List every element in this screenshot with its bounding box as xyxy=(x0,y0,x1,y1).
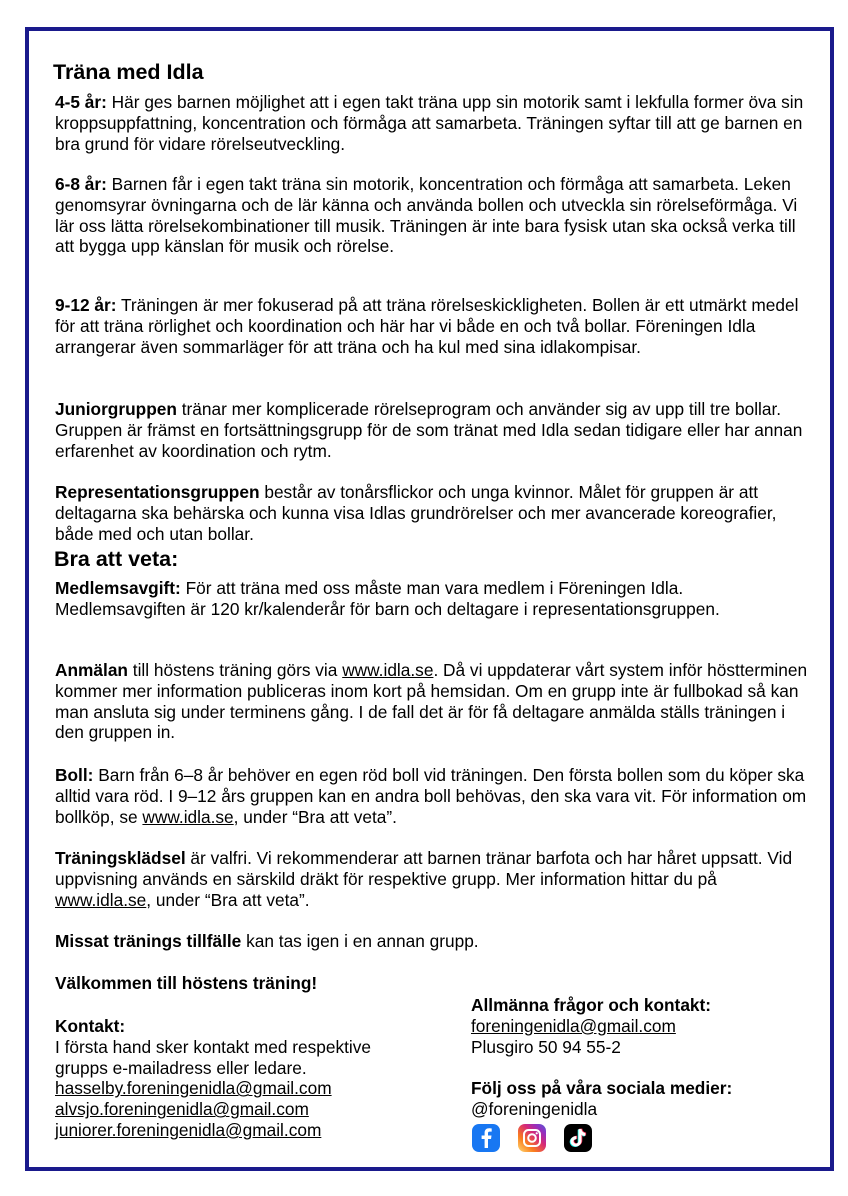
tiktok-icon[interactable] xyxy=(564,1124,592,1152)
info-label: Medlemsavgift: xyxy=(55,578,181,598)
info-label: Missat tränings tillfälle xyxy=(55,931,242,951)
info-membership xyxy=(55,578,815,620)
email-link-general[interactable]: foreningenidla@gmail.com xyxy=(471,1015,676,1036)
email-link-alvsjo[interactable]: alvsjo.foreningenidla@gmail.com xyxy=(55,1099,309,1120)
section-6-8 xyxy=(55,174,815,257)
info-text: För att träna med oss måste man vara medlem i Föreningen Idla. Medlemsavgiften är 120 kr/kalenderår för barn och deltagare i representationsgruppen. xyxy=(55,578,720,619)
info-ball xyxy=(55,765,815,827)
info-text: . Då vi uppdaterar vårt system inför höstterminen kommer mer information publiceras inom kort på hemsidan. Om en grupp inte är fullbokad så kan man ansluta sig under terminens gång. I de fall det är för få deltagare anmälda ställs träningen i den gruppen in. xyxy=(55,660,808,743)
section-text: Träningen är mer fokuserad på att träna rörelseskickligheten. Bollen är ett utmärkt medel för att träna rörlighet och koordination och här har vi både en och två bollar. Föreningen Idla arrangerar även sommarläger för att träna och ha kul med sina idlakompisar. xyxy=(55,295,799,357)
info-text: , under “Bra att veta”. xyxy=(146,889,310,910)
website-link[interactable]: www.idla.se xyxy=(142,806,234,827)
social-handle: @foreningenidla xyxy=(471,1098,598,1119)
contact-text: grupps e-mailadress eller ledare. xyxy=(55,1057,307,1078)
general-label: Allmänna frågor och kontakt: xyxy=(471,995,712,1015)
contact-text: I första hand sker kontakt med respektive xyxy=(55,1036,372,1057)
website-link[interactable]: www.idla.se xyxy=(55,889,147,910)
info-label: Boll: xyxy=(55,765,94,785)
general-contact-block xyxy=(471,995,811,1057)
website-link[interactable]: www.idla.se xyxy=(342,660,434,680)
contact-block xyxy=(55,1016,455,1141)
section-text: tränar mer komplicerade rörelseprogram och använder sig av upp till tre bollar. Gruppen är främst en fortsättningsgrupp för de som tränat med Idla sedan tidigare eller har annan erfarenhet av koordination och rytm. xyxy=(55,399,803,461)
section-label: 6-8 år: xyxy=(55,174,107,194)
section-text: Barnen får i egen takt träna sin motorik, koncentration och förmåga att samarbeta. Leken genomsyrar övningarna och de lär känna och använda bollen och utveckla sin rörelseförmåga. Vi lär oss lätta rörelsekombinationer till musik. Träningen är inte bara fysisk utan ska också verka till att bygga upp känslan för musik och rörelse. xyxy=(55,174,798,257)
section-label: Juniorgruppen xyxy=(55,399,177,419)
info-clothing xyxy=(55,848,815,910)
facebook-icon[interactable] xyxy=(472,1124,500,1152)
email-link-hasselby[interactable]: hasselby.foreningenidla@gmail.com xyxy=(55,1078,332,1099)
info-text: , under “Bra att veta”. xyxy=(233,806,397,827)
social-icons xyxy=(472,1124,592,1154)
info-text: Barn från 6–8 år behöver en egen röd boll vid träningen. Den första bollen som du köper ska alltid vara röd. I 9–12 års gruppen kan en andra boll behövas, den ska vara vit. För information om bollköp, se xyxy=(55,765,807,827)
email-link-juniorer[interactable]: juniorer.foreningenidla@gmail.com xyxy=(55,1119,322,1140)
instagram-icon[interactable] xyxy=(518,1124,546,1152)
section-label: Representationsgruppen xyxy=(55,482,260,502)
info-text: till höstens träning görs via xyxy=(127,660,343,680)
section-9-12 xyxy=(55,295,815,357)
section-heading: Bra att veta: xyxy=(54,547,179,571)
section-representation xyxy=(55,482,815,544)
section-label: 4-5 år: xyxy=(55,92,107,112)
info-missed xyxy=(55,931,815,952)
plusgiro-text: Plusgiro 50 94 55-2 xyxy=(471,1036,621,1057)
info-text: är valfri. Vi rekommenderar att barnen tränar barfota och har håret uppsatt. Vid uppvisning används en särskild dräkt för respektive grupp. Mer information hittar du på xyxy=(55,848,793,889)
info-registration xyxy=(55,660,815,743)
welcome-text xyxy=(55,973,815,994)
section-4-5 xyxy=(55,92,815,154)
section-junior xyxy=(55,399,815,461)
info-label: Träningsklädsel xyxy=(55,848,186,868)
section-label: 9-12 år: xyxy=(55,295,117,315)
info-text: kan tas igen i en annan grupp. xyxy=(241,931,479,951)
social-block xyxy=(471,1078,811,1120)
section-text: Här ges barnen möjlighet att i egen takt träna upp sin motorik samt i lekfulla former öva sin kroppsuppfattning, koncentration och förmåga att samarbeta. Träningen syftar till att ge barnen en bra grund för vidare rörelseutveckling. xyxy=(55,92,804,154)
page-title: Träna med Idla xyxy=(53,60,204,84)
social-label: Följ oss på våra sociala medier: xyxy=(471,1078,733,1098)
info-label: Anmälan xyxy=(55,660,128,680)
contact-label: Kontakt: xyxy=(55,1016,126,1036)
welcome-label: Välkommen till höstens träning! xyxy=(55,973,318,993)
section-text: består av tonårsflickor och unga kvinnor. Målet för gruppen är att deltagarna ska behärska och kunna visa Idlas grundrörelser och mer avancerade koreografier, både med och utan bollar. xyxy=(55,482,777,544)
